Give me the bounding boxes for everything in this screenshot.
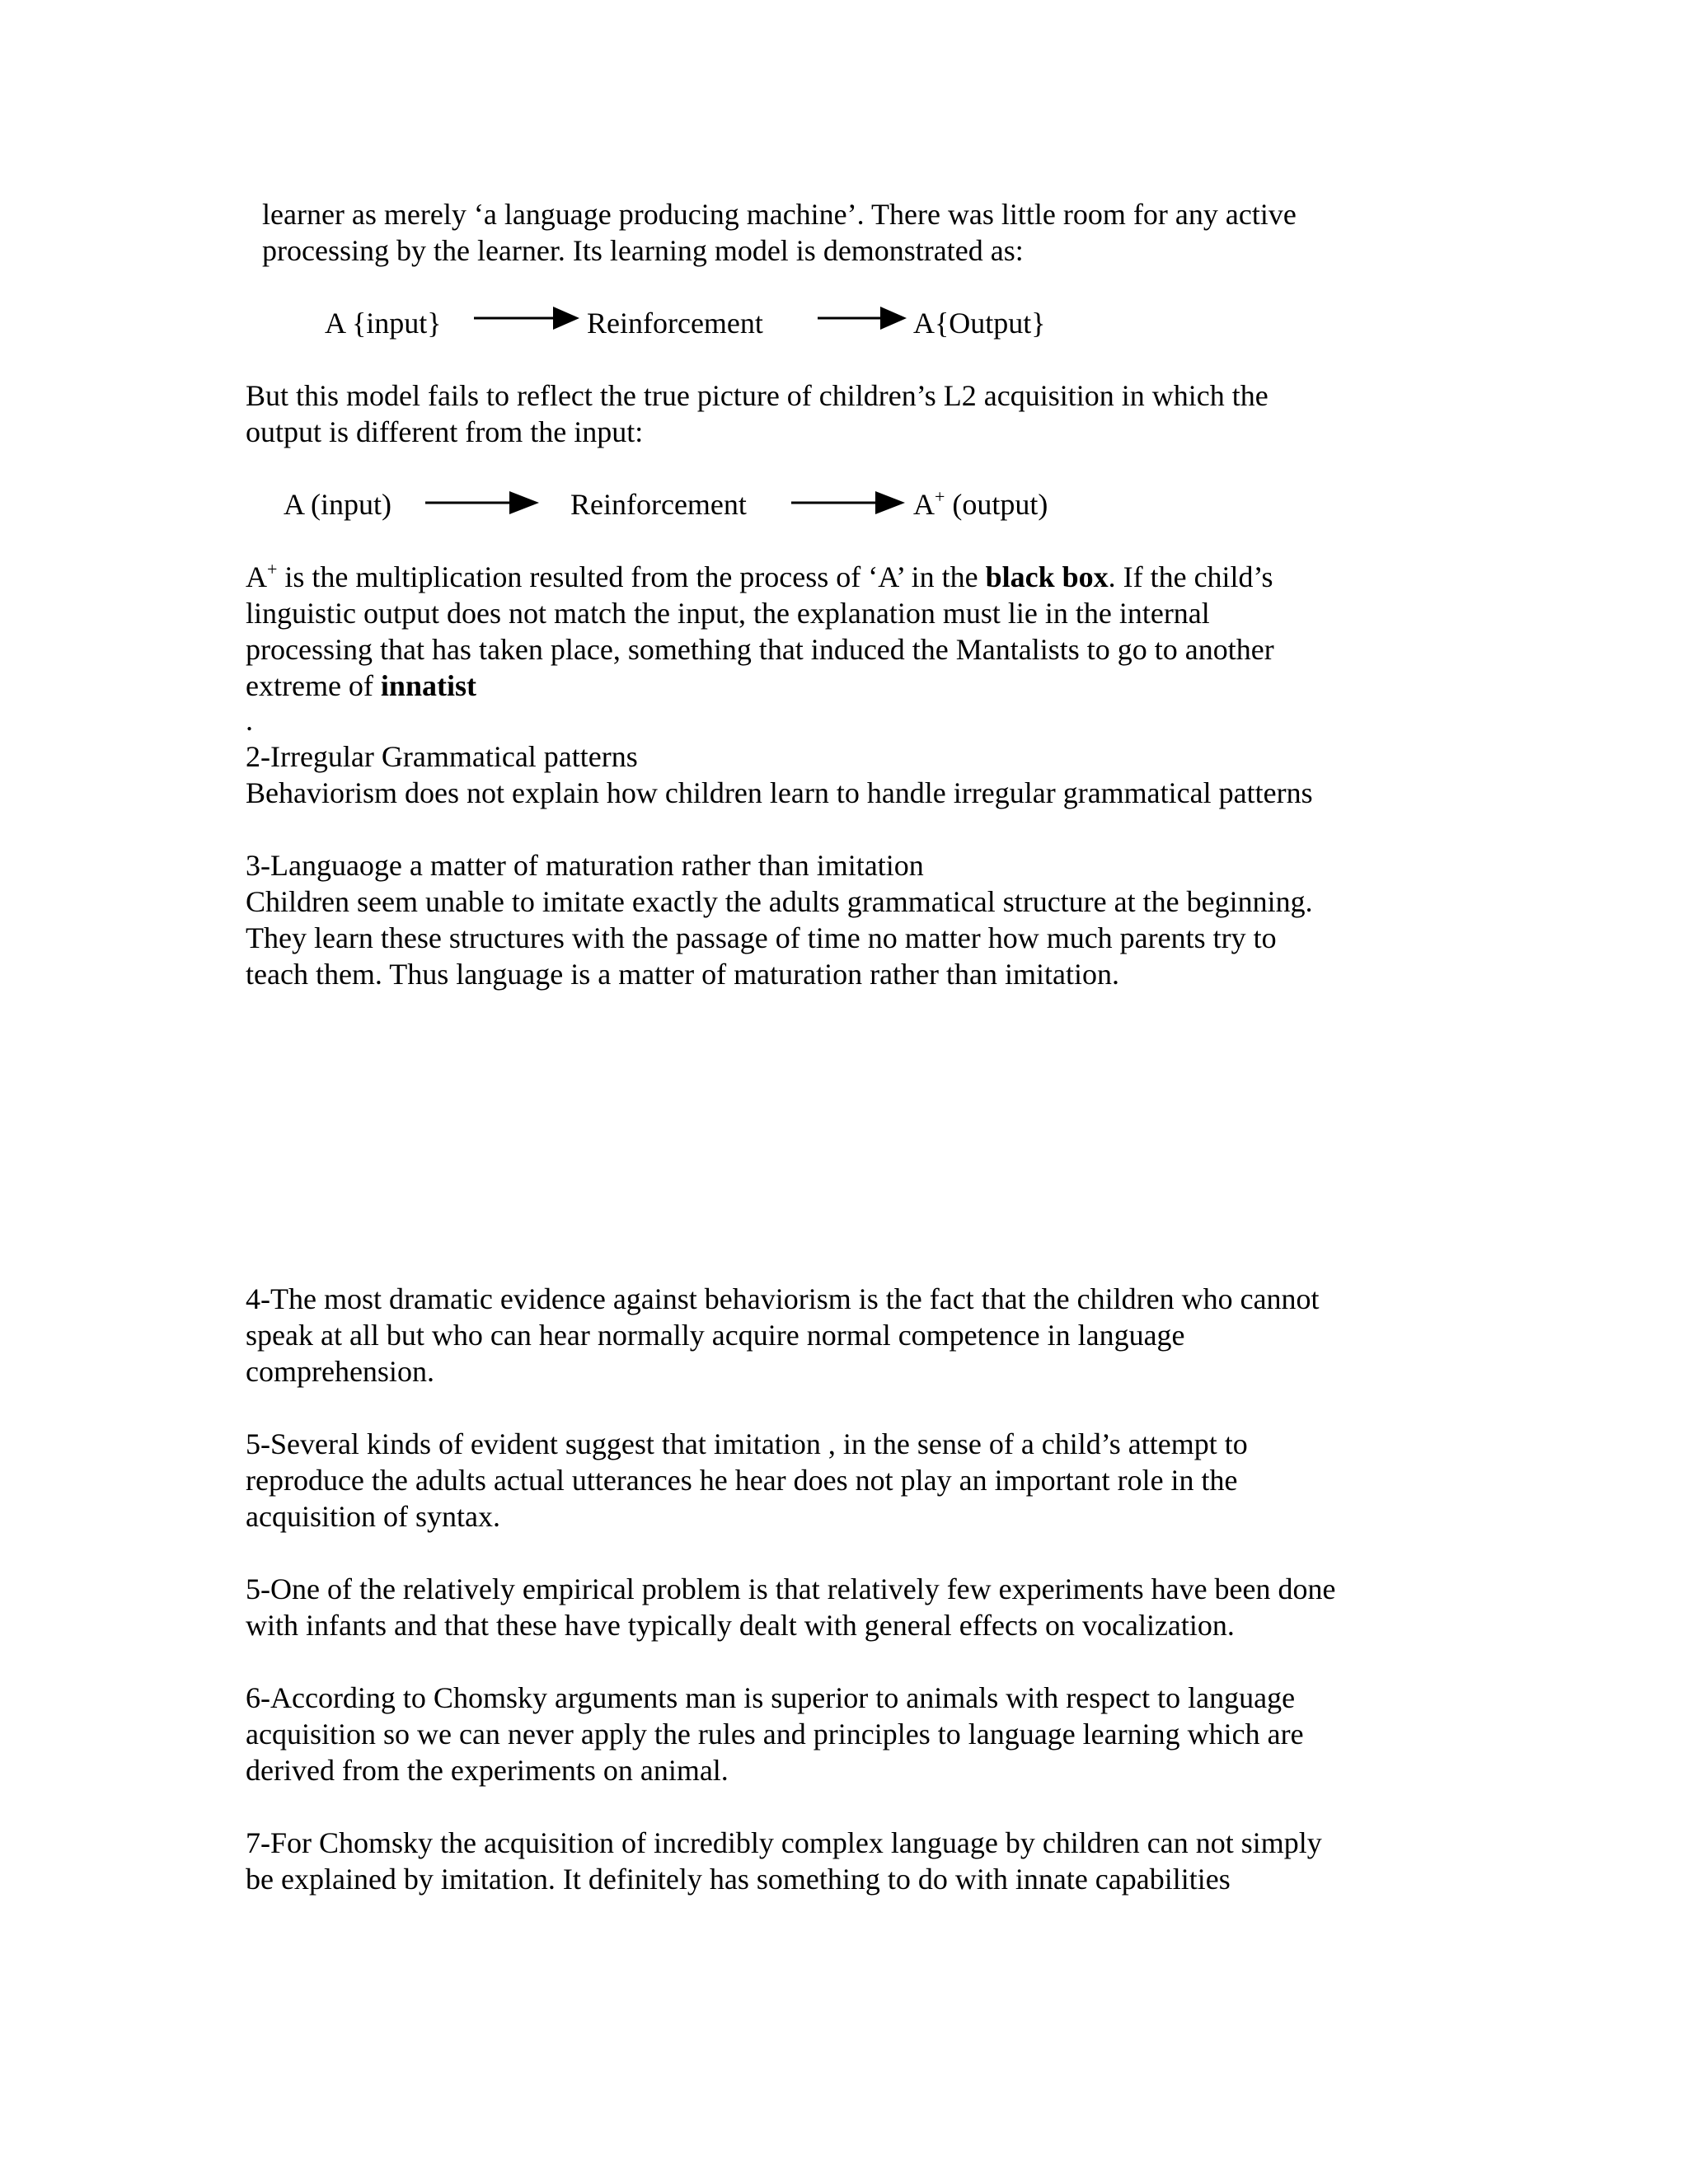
sec6-line-2: acquisition so we can never apply the rules and principles to language learning which are: [246, 1718, 1304, 1750]
para2-a-sup: +: [267, 559, 278, 579]
diagram2-output-sup: +: [935, 486, 945, 507]
sec5b-line-1: 5-One of the relatively empirical problem is that relatively few experiments have been done: [246, 1572, 1336, 1605]
para1-line-1: But this model fails to reflect the true picture of children’s L2 acquisition in which the: [246, 379, 1268, 412]
intro-line-2: processing by the learner. Its learning model is demonstrated as:: [262, 234, 1024, 267]
sec7-line-1: 7-For Chomsky the acquisition of incredibly complex language by children can not simply: [246, 1826, 1322, 1859]
para2-line-1: [246, 559, 1273, 595]
sec3-line-1: Children seem unable to imitate exactly the adults grammatical structure at the beginning.: [246, 885, 1313, 918]
diagram2-output-rest: (output): [945, 488, 1048, 521]
para2-black-box: black box: [985, 560, 1109, 593]
sec5a-line-3: acquisition of syntax.: [246, 1500, 500, 1533]
diagram2-arrow-2-icon: [791, 486, 907, 519]
diagram2-node-input: A (input): [284, 488, 392, 521]
sec3-line-2: They learn these structures with the passage of time no matter how much parents try to: [246, 921, 1277, 954]
diagram1-arrow-2-icon: [818, 302, 908, 335]
para2-line-2: linguistic output does not match the input, the explanation must lie in the internal: [246, 597, 1210, 630]
diagram1-node-reinforcement: Reinforcement: [587, 307, 763, 340]
sec4-line-3: comprehension.: [246, 1355, 434, 1388]
diagram1-node-output: A{Output}: [913, 307, 1046, 340]
intro-line-1: learner as merely ‘a language producing machine’. There was little room for any active: [262, 198, 1296, 231]
sec5a-line-2: reproduce the adults actual utterances he hear does not play an important role in the: [246, 1464, 1238, 1497]
sec5a-line-1: 5-Several kinds of evident suggest that imitation , in the sense of a child’s attempt to: [246, 1427, 1248, 1460]
sec2-heading: 2-Irregular Grammatical patterns: [246, 740, 638, 773]
diagram2-arrow-1-icon: [425, 486, 541, 519]
diagram2-node-reinforcement: Reinforcement: [570, 488, 747, 521]
sec6-line-1: 6-According to Chomsky arguments man is superior to animals with respect to language: [246, 1681, 1296, 1714]
diagram1-arrow-1-icon: [474, 302, 581, 335]
sec3-line-3: teach them. Thus language is a matter of maturation rather than imitation.: [246, 958, 1119, 991]
para2-innatist: innatist: [380, 669, 476, 702]
sec5b-line-2: with infants and that these have typically dealt with general effects on vocalization.: [246, 1609, 1235, 1642]
sec6-line-3: derived from the experiments on animal.: [246, 1754, 729, 1787]
para2-line-1-text-b: . If the child’s: [1108, 560, 1273, 593]
para2-line-4-text: extreme of: [246, 669, 381, 702]
diagram1-node-input: A {input}: [325, 307, 442, 340]
para2-line-1-text-a: is the multiplication resulted from the process of ‘A’ in the: [277, 560, 986, 593]
sec7-line-2: be explained by imitation. It definitely has something to do with innate capabilities: [246, 1863, 1231, 1896]
para2-line-3: processing that has taken place, something that induced the Mantalists to go to another: [246, 633, 1274, 666]
sec4-line-2: speak at all but who can hear normally acquire normal competence in language: [246, 1319, 1185, 1352]
para2-line-5: .: [246, 704, 253, 737]
diagram2-node-output: [913, 486, 1048, 523]
sec2-line-1: Behaviorism does not explain how children learn to handle irregular grammatical patterns: [246, 776, 1313, 809]
diagram2-output-base: A: [913, 488, 935, 521]
para2-a-base: A: [246, 560, 267, 593]
sec4-line-1: 4-The most dramatic evidence against behaviorism is the fact that the children who cannot: [246, 1282, 1320, 1315]
para2-line-4: [246, 668, 476, 704]
sec3-heading: 3-Languaoge a matter of maturation rather than imitation: [246, 849, 924, 882]
para1-line-2: output is different from the input:: [246, 415, 644, 448]
